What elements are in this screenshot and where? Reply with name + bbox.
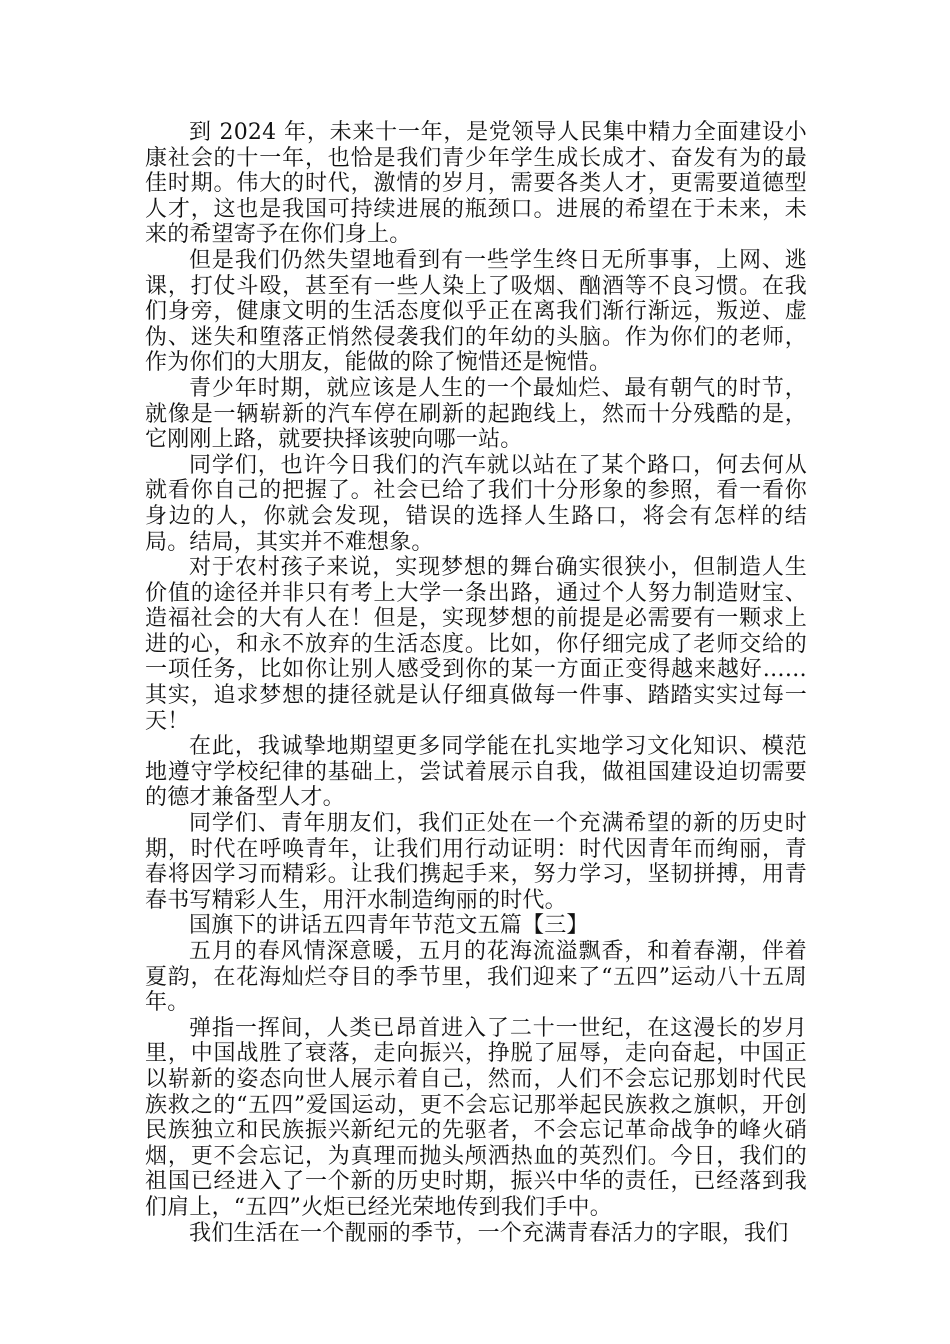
paragraph: 青少年时期，就应该是人生的一个最灿烂、最有朝气的时节，就像是一辆崭新的汽车停在刷新的起跑线上，然而十分残酷的是，它刚刚上路，就要抉择该驶向哪一站。 bbox=[145, 375, 807, 453]
paragraph: 在此，我诚挚地期望更多同学能在扎实地学习文化知识、模范地遵守学校纪律的基础上，尝试着展示自我，做祖国建设迫切需要的德才兼备型人才。 bbox=[145, 734, 807, 811]
paragraph: 但是我们仍然失望地看到有一些学生终日无所事事，上网、逃课，打仗斗殴，甚至有一些人染上了吸烟、酗酒等不良习惯。在我们身旁，健康文明的生活态度似乎正在离我们渐行渐远，叛逆、虚伪、迷失和堕落正悄然侵袭我们的年幼的头脑。作为你们的老师，作为你们的大朋友，能做的除了惋惜还是惋惜。 bbox=[145, 247, 807, 376]
document-page bbox=[145, 120, 807, 1246]
paragraph: 同学们，也许今日我们的汽车就以站在了某个路口，何去何从就看你自己的把握了。社会已给了我们十分形象的参照，看一看你身边的人，你就会发现，错误的选择人生路口，将会有怎样的结局。结局，其实并不难想象。 bbox=[145, 452, 807, 555]
paragraph: 同学们、青年朋友们，我们正处在一个充满希望的新的历史时期，时代在呼唤青年，让我们用行动证明：时代因青年而绚丽，青春将因学习而精彩。让我们携起手来，努力学习，坚韧拼搏，用青春书写精彩人生，用汗水制造绚丽的时代。 bbox=[145, 811, 807, 913]
paragraph: 到 2024 年，未来十一年，是党领导人民集中精力全面建设小康社会的十一年，也恰是我们青少年学生成长成才、奋发有为的最佳时期。伟大的时代，激情的岁月，需要各类人才，更需要道德型人才，这也是我国可持续进展的瓶颈口。进展的希望在于未来，未来的希望寄予在你们身上。 bbox=[145, 120, 807, 248]
paragraph: 弹指一挥间，人类已昂首进入了二十一世纪，在这漫长的岁月里，中国战胜了衰落，走向振兴，挣脱了屈辱，走向奋起，中国正以崭新的姿态向世人展示着自己，然而，人们不会忘记那划时代民族救之的“五四”爱国运动，更不会忘记那举起民族救之旗帜，开创民族独立和民族振兴新纪元的先驱者，不会忘记革命战争的峰火硝烟，更不会忘记，为真理而抛头颅洒热血的英烈们。今日，我们的祖国已经进入了一个新的历史时期，振兴中华的责任，已经落到我们肩上，“五四”火炬已经光荣地传到我们手中。 bbox=[145, 1015, 807, 1220]
paragraph: 对于农村孩子来说，实现梦想的舞台确实很狭小，但制造人生价值的途径并非只有考上大学一条出路，通过个人努力制造财宝、造福社会的大有人在！但是，实现梦想的前提是必需要有一颗求上进的心，和永不放弃的生活态度。比如，你仔细完成了老师交给的一项任务，比如你让别人感受到你的某一方面正变得越来越好……其实，追求梦想的捷径就是认仔细真做每一件事、踏踏实实过每一天！ bbox=[145, 555, 807, 734]
paragraph: 五月的春风情深意暖，五月的花海流溢飘香，和着春潮，伴着夏韵，在花海灿烂夺目的季节里，我们迎来了“五四”运动八十五周年。 bbox=[145, 939, 807, 1016]
paragraph: 我们生活在一个靓丽的季节，一个充满青春活力的字眼，我们 bbox=[189, 1220, 789, 1246]
section-heading: 国旗下的讲话五四青年节范文五篇【三】 bbox=[189, 913, 589, 939]
